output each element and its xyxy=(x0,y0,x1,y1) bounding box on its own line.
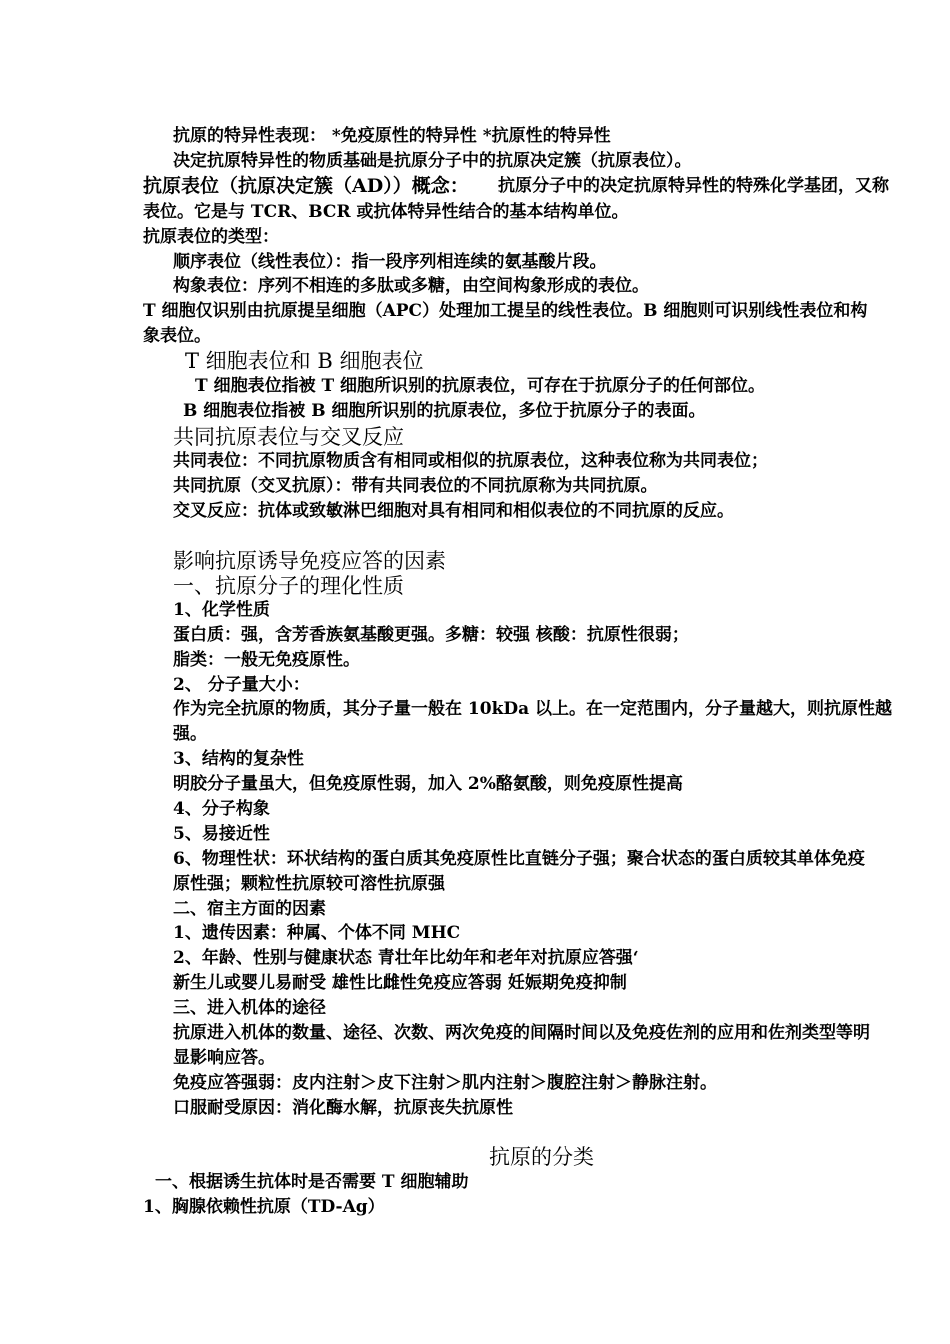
concept-heading: 抗原表位（抗原决定簇（AD））概念： xyxy=(143,175,469,197)
text-line: 蛋白质：强，含芳香族氨基酸更强。多糖：较强 核酸：抗原性很弱； xyxy=(173,625,689,645)
text-line: 3、结构的复杂性 xyxy=(173,749,304,769)
text-line: 一、根据诱生抗体时是否需要 T 细胞辅助 xyxy=(155,1172,469,1192)
text-line: 顺序表位（线性表位）：指一段序列相连续的氨基酸片段。 xyxy=(173,252,607,272)
text-line: 抗原的特异性表现： *免疫原性的特异性 *抗原性的特异性 xyxy=(173,126,611,146)
text-line: 脂类：一般无免疫原性。 xyxy=(173,650,360,670)
text-line: 抗原表位的类型： xyxy=(143,227,279,247)
text-line: 新生儿或婴儿易耐受 雄性比雌性免疫应答弱 妊娠期免疫抑制 xyxy=(173,973,627,993)
text-line: 共同抗原（交叉抗原）：带有共同表位的不同抗原称为共同抗原。 xyxy=(173,476,658,496)
text-line: 抗原分子中的决定抗原特异性的特殊化学基团，又称 xyxy=(498,176,889,196)
text-line: 共同表位：不同抗原物质含有相同或相似的抗原表位，这种表位称为共同表位； xyxy=(173,451,768,471)
text-line: 1、化学性质 xyxy=(173,600,270,620)
text-line: T 细胞仅识别由抗原提呈细胞（APC）处理加工提呈的线性表位。B 细胞则可识别线性表位和构 xyxy=(143,301,868,321)
text-line: 原性强；颗粒性抗原较可溶性抗原强 xyxy=(173,874,445,894)
section-heading: 抗原的分类 xyxy=(489,1145,594,1169)
text-line: 构象表位：序列不相连的多肽或多糖，由空间构象形成的表位。 xyxy=(173,276,649,296)
text-line: 1、胸腺依赖性抗原（TD-Ag） xyxy=(143,1197,385,1217)
section-heading: T 细胞表位和 B 细胞表位 xyxy=(185,349,424,373)
text-line: 象表位。 xyxy=(143,326,211,346)
text-line: 表位。它是与 TCR、BCR 或抗体特异性结合的基本结构单位。 xyxy=(143,202,629,222)
text-line: 2、 分子量大小： xyxy=(173,675,310,695)
section-heading: 影响抗原诱导免疫应答的因素 xyxy=(173,549,446,573)
text-line: 5、易接近性 xyxy=(173,824,270,844)
text-line: 6、物理性状：环状结构的蛋白质其免疫原性比直链分子强；聚合状态的蛋白质较其单体免疫 xyxy=(173,849,865,869)
text-line: 交叉反应：抗体或致敏淋巴细胞对具有相同和相似表位的不同抗原的反应。 xyxy=(173,501,734,521)
text-line: 决定抗原特异性的物质基础是抗原分子中的抗原决定簇（抗原表位）。 xyxy=(173,151,692,171)
section-heading: 一、抗原分子的理化性质 xyxy=(173,574,404,598)
text-line: 强。 xyxy=(173,724,207,744)
text-line: B 细胞表位指被 B 细胞所识别的抗原表位，多位于抗原分子的表面。 xyxy=(183,401,706,421)
text-line: 二、宿主方面的因素 xyxy=(173,899,326,919)
text-line: 4、分子构象 xyxy=(173,799,270,819)
text-line: 2、年龄、性别与健康状态 青壮年比幼年和老年对抗原应答强‘ xyxy=(173,948,639,968)
text-line: 免疫应答强弱：皮内注射＞皮下注射＞肌内注射＞腹腔注射＞静脉注射。 xyxy=(173,1073,717,1093)
text-line: 抗原进入机体的数量、途径、次数、两次免疫的间隔时间以及免疫佐剂的应用和佐剂类型等明 xyxy=(173,1023,870,1043)
section-heading: 共同抗原表位与交叉反应 xyxy=(173,425,404,449)
text-line: 1、遗传因素：种属、个体不同 MHC xyxy=(173,923,461,943)
text-line: 作为完全抗原的物质，其分子量一般在 10kDa 以上。在一定范围内，分子量越大，则抗原性越 xyxy=(173,699,893,719)
text-line: 三、进入机体的途径 xyxy=(173,998,326,1018)
text-line: T 细胞表位指被 T 细胞所识别的抗原表位，可存在于抗原分子的任何部位。 xyxy=(195,376,766,396)
text-line: 口服耐受原因：消化酶水解，抗原丧失抗原性 xyxy=(173,1098,513,1118)
text-line: 明胶分子量虽大，但免疫原性弱，加入 2%酪氨酸，则免疫原性提高 xyxy=(173,774,683,794)
text-line: 显影响应答。 xyxy=(173,1048,275,1068)
